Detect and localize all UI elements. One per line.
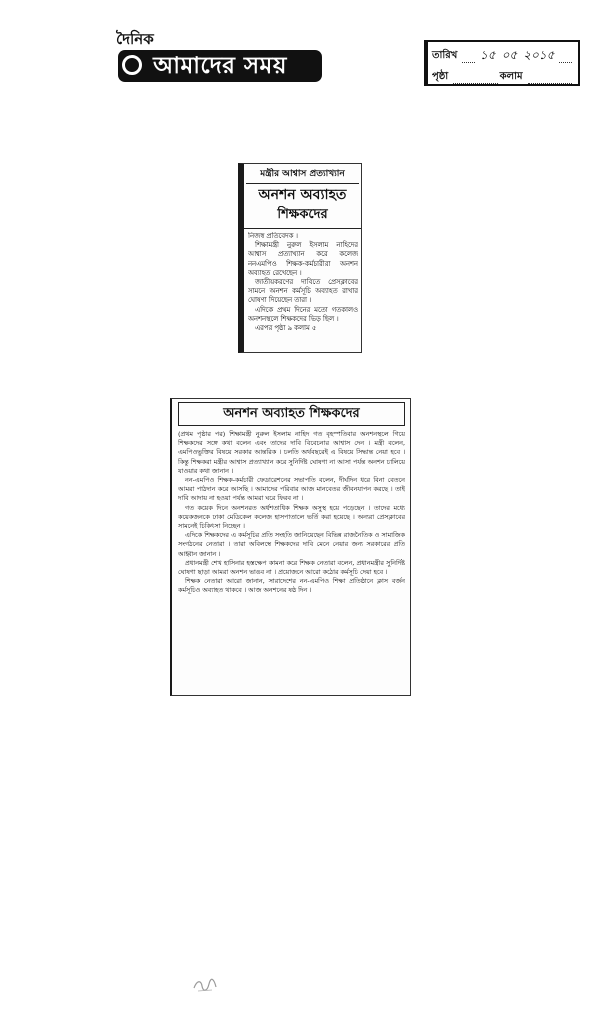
body-paragraph: শিক্ষক নেতারা আরো জানান, সারাদেশের নন-এমপিও শিক্ষা প্রতিষ্ঠানে ক্লাস বর্জন কর্মসূচিও অব্যাহত থাকবে । আজ অনশনের ষষ্ঠ দিন । [178, 577, 405, 595]
clipping-body [248, 232, 358, 346]
newspaper-name: আমাদের সময় [153, 53, 287, 79]
body-paragraph: শিক্ষামন্ত্রী নুরুল ইসলাম নাহিদের আশ্বাস প্রত্যাখ্যান করে কলেজ ননএমপিও শিক্ষক-কর্মচারীরা অনশন অব্যাহত রেখেছেন । [248, 241, 358, 277]
dotted-leader [559, 50, 572, 63]
clipping-headline-line2: শিক্ষকদের [244, 206, 361, 229]
logo-emblem-icon [122, 55, 142, 75]
body-paragraph: জাতীয়করণের দাবিতে প্রেসক্লাবের সামনে অনশন কর্মসূচি অব্যাহত রাখার ঘোষণা দিয়েছেন তারা । [248, 278, 358, 305]
dotted-leader [453, 71, 497, 84]
body-paragraph: এদিকে প্রথম দিনের মতো গতকালও অনশনস্থলে শিক্ষকদের ভিড় ছিল । [248, 305, 358, 323]
masthead-prefix: দৈনিক [116, 30, 154, 48]
front-page-clipping [238, 163, 362, 353]
stamp-page-row [432, 64, 574, 84]
stamp-date-row [432, 43, 574, 63]
body-paragraph: গত কয়েক দিনে অনশনরত অর্ধশতাধিক শিক্ষক অসুস্থ হয়ে পড়েছেন । তাদের মধ্যে কয়েকজনকে ঢাকা মেডিকেল কলেজ হাসপাতালে ভর্তি করা হয়েছে । অন্যরা প্রেসক্লাবের সামনেই চিকিৎসা নিচ্ছেন । [178, 503, 405, 531]
dotted-leader [528, 71, 572, 84]
stamp-date-month: ০৫ [501, 48, 518, 62]
clipping-headline-line1: অনশন অব্যাহত [258, 187, 347, 203]
handwritten-mark-icon [192, 976, 218, 994]
byline: নিজস্ব প্রতিবেদক । [248, 232, 298, 240]
body-paragraph: (প্রথম পৃষ্ঠার পর) শিক্ষামন্ত্রী নুরুল ইসলাম নাহিদ গত বৃহস্পতিবার অনশনস্থলে গিয়ে শিক্ষকদের সঙ্গে কথা বলেন এবং তাদের দাবি বিবেচনার আশ্বাস দেন । মন্ত্রী বলেন, এমপিওভুক্তির বিষয়ে সরকার আন্তরিক । চলতি অর্থবছরেই এ বিষয়ে সিদ্ধান্ত নেয়া হবে । কিন্তু শিক্ষকরা মন্ত্রীর আশ্বাস প্রত্যাখ্যান করে সুনির্দিষ্ট ঘোষণা না আসা পর্যন্ত অনশন চালিয়ে যাওয়ার কথা জানান । [178, 430, 405, 475]
continuation-body [178, 430, 405, 690]
dotted-leader [462, 50, 475, 63]
stamp-date-day: ১৫ [480, 48, 496, 62]
body-paragraph: এদিকে শিক্ষকদের এ কর্মসূচির প্রতি সংহতি জানিয়েছেন বিভিন্ন রাজনৈতিক ও সামাজিক সংগঠনের নেতারা । তারা অবিলম্বে শিক্ষকদের দাবি মেনে নেয়ার জন্য সরকারের প্রতি আহ্বান জানান । [178, 531, 405, 558]
jump-line: এরপর পৃষ্ঠা ৯ কলাম ৫ [255, 324, 317, 333]
continuation-headline: অনশন অব্যাহত শিক্ষকদের [178, 402, 405, 426]
body-paragraph: প্রধানমন্ত্রী শেখ হাসিনার হস্তক্ষেপ কামনা করে শিক্ষক নেতারা বলেন, প্রধানমন্ত্রীর সুনির্দিষ্ট ঘোষণা ছাড়া আমরা অনশন ভাঙব না । প্রয়োজনে আরো কঠোর কর্মসূচি দেয়া হবে । [178, 558, 405, 577]
stamp-date-year: ২০১৫ [523, 48, 555, 62]
continuation-clipping [170, 398, 411, 696]
clipping-kicker: মন্ত্রীর আশ্বাস প্রত্যাখ্যান [246, 168, 359, 184]
stamp-date-label: তারিখ [432, 50, 458, 61]
stamp-column-label: কলাম [499, 71, 523, 82]
body-paragraph: নন-এমপিও শিক্ষক-কর্মচারী ফেডারেশনের সভাপতি বলেন, দীর্ঘদিন ধরে বিনা বেতনে আমরা পাঠদান করে আসছি । আমাদের পরিবার আজ মানবেতর জীবনযাপন করছে । তাই দাবি আদায় না হওয়া পর্যন্ত আমরা ঘরে ফিরব না । [178, 476, 405, 503]
archive-stamp [424, 40, 580, 86]
stamp-page-label: পৃষ্ঠা [432, 71, 449, 82]
newspaper-logo [118, 50, 322, 82]
